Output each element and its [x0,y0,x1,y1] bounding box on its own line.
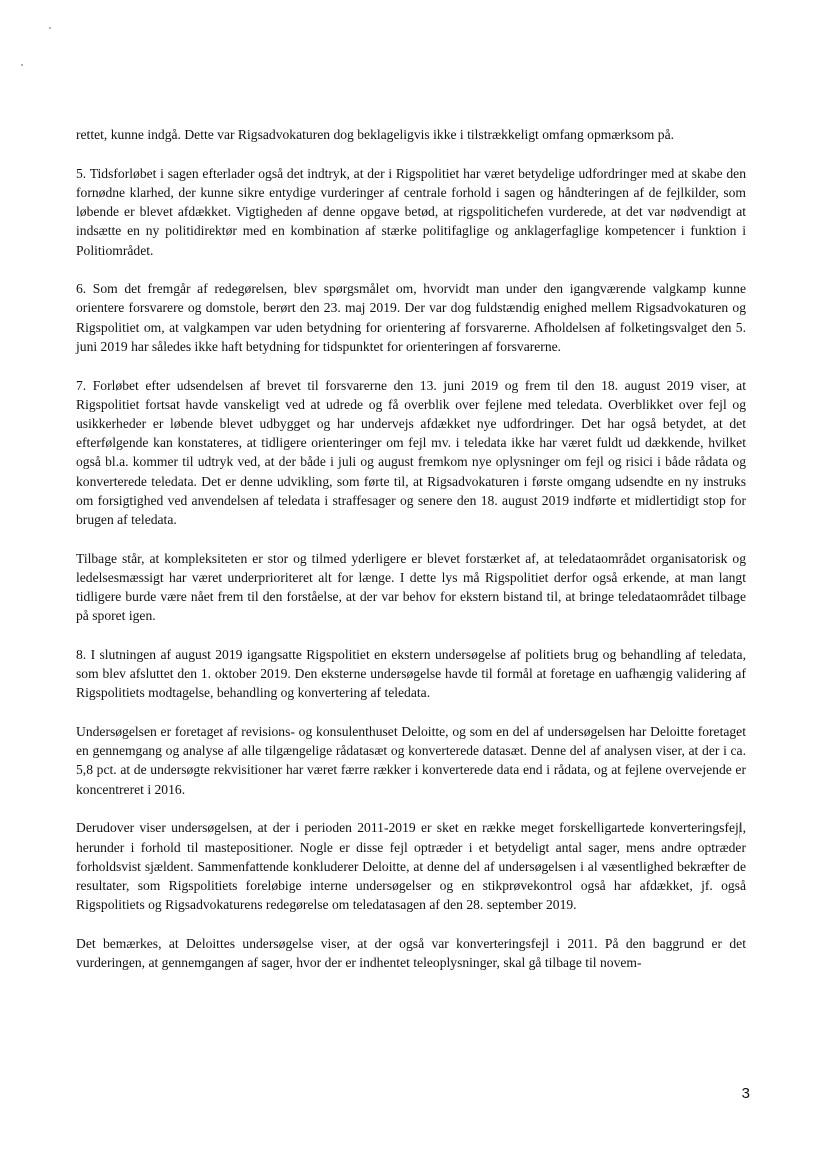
paragraph-7-continued: Tilbage står, at kompleksiteten er stor og tilmed yderligere er blevet forstærket af, at teledataområdet organisatorisk og ledelsesmæssigt har været underprioriteret alt for længe. I dette lys må Rigspolitiet derfor også erkende, at man langt tidligere burde være nået frem til den forståelse, at der var behov for ekstern bistand til, at bringe teledataområdet tilbage på sporet igen. [76,550,746,624]
paragraph-8-conversion-errors: Derudover viser undersøgelsen, at der i perioden 2011-2019 er sket en række meget forskelligartede konverteringsfejl, herunder i forhold til mastepositioner. Nogle er disse fejl optræder i et betydeligt antal sager, mens andre optræder forholdsvist sjældent. Sammenfattende konkluderer Deloitte, at denne del af undersøgelsen i al væsentlighed bekræfter de resultater, som Rigspolitiets foreløbige interne undersøgelser og en stikprøvekontrol også har afdækket, jf. også Rigspolitiets og Rigsadvokaturens redegørelse om teledatasagen af den 28. september 2019. [76,820,746,913]
page-number: 3 [741,1085,750,1102]
paragraph-8-deloitte: Undersøgelsen er foretaget af revisions- og konsulenthuset Deloitte, og som en del af undersøgelsen har Deloitte foretaget en gennemgang og analyse af alle tilgængelige rådatasæt og konverterede datasæt. Denne del af analysen viser, at der i ca. 5,8 pct. at de undersøgte rekvisitioner har været færre rækker i konverterede data end i rådata, og at fejlene overvejende er koncentreret i 2016. [76,724,746,797]
paragraph-8: 8. I slutningen af august 2019 igangsatte Rigspolitiet en ekstern undersøgelse af politiets brug og behandling af teledata, som blev afsluttet den 1. oktober 2019. Den eksterne undersøgelse havde til formål at foretage en uafhængig validering af Rigspolitiets modtagelse, behandling og konvertering af teledata. [76,646,746,701]
scan-speck [21,64,23,66]
paragraph-5: 5. Tidsforløbet i sagen efterlader også det indtryk, at der i Rigspolitiet har været betydelige udfordringer med at skabe den fornødne klarhed, der kunne sikre entydige vurderinger af centrale forhold i sagen og håndteringen af de fejlkilder, som løbende er blevet afdækket. Vigtigheden af denne opgave betød, at rigspolitichefen vurderede, at det var nødvendigt at indsætte en ny politidirektør med en kombination af stærke politifaglige og anklagerfaglige kompetencer i funktion i Politiområdet. [76,165,746,258]
paragraph-continuation: rettet, kunne indgå. Dette var Rigsadvokaturen dog beklageligvis ikke i tilstrækkeligt omfang opmærksom på. [76,127,675,142]
paragraph-7: 7. Forløbet efter udsendelsen af brevet til forsvarerne den 13. juni 2019 og frem til den 18. august 2019 viser, at Rigspolitiet fortsat havde vanskeligt ved at udrede og få overblik over fejlene med teledata. Overblikket over fejl og usikkerheder er løbende blevet udbygget og har undervejs afdækket nye udfordringer. Det har også betydet, at det efterfølgende kan konstateres, at tidligere orienteringer om fejl mv. i teledata ikke har været fuldt ud dækkende, hvilket også bl.a. kommer til udtryk ved, at der både i juli og august fremkom nye oplysninger om fejl og risici i både rådata og konverterede teledata. Det er denne udvikling, som førte til, at Rigsadvokaturen i første omgang udsendte en ny instruks om forsigtighed ved anvendelsen af teledata i straffesager og senere den 18. august 2019 indførte et midlertidigt stop for brugen af teledata. [76,377,746,527]
document-body [76,125,746,972]
paragraph-6: 6. Som det fremgår af redegørelsen, blev spørgsmålet om, hvorvidt man under den igangværende valgkamp kunne orientere forsvarere og domstole, berørt den 23. maj 2019. Der var dog fuldstændig enighed mellem Rigsadvokaturen og Rigspolitiet om, at valgkampen var uden betydning for orientering af forsvarerne. Afholdelsen af folketingsvalget den 5. juni 2019 har således ikke haft betydning for tidspunktet for orienteringen af forsvarerne. [76,281,746,354]
paragraph-8-review-scope: Det bemærkes, at Deloittes undersøgelse viser, at der også var konverteringsfejl i 2011. På den baggrund er det vurderingen, at gennemgangen af sager, hvor der er indhentet teleoplysninger, skal gå tilbage til novem- [76,935,746,971]
scan-speck [49,27,51,29]
